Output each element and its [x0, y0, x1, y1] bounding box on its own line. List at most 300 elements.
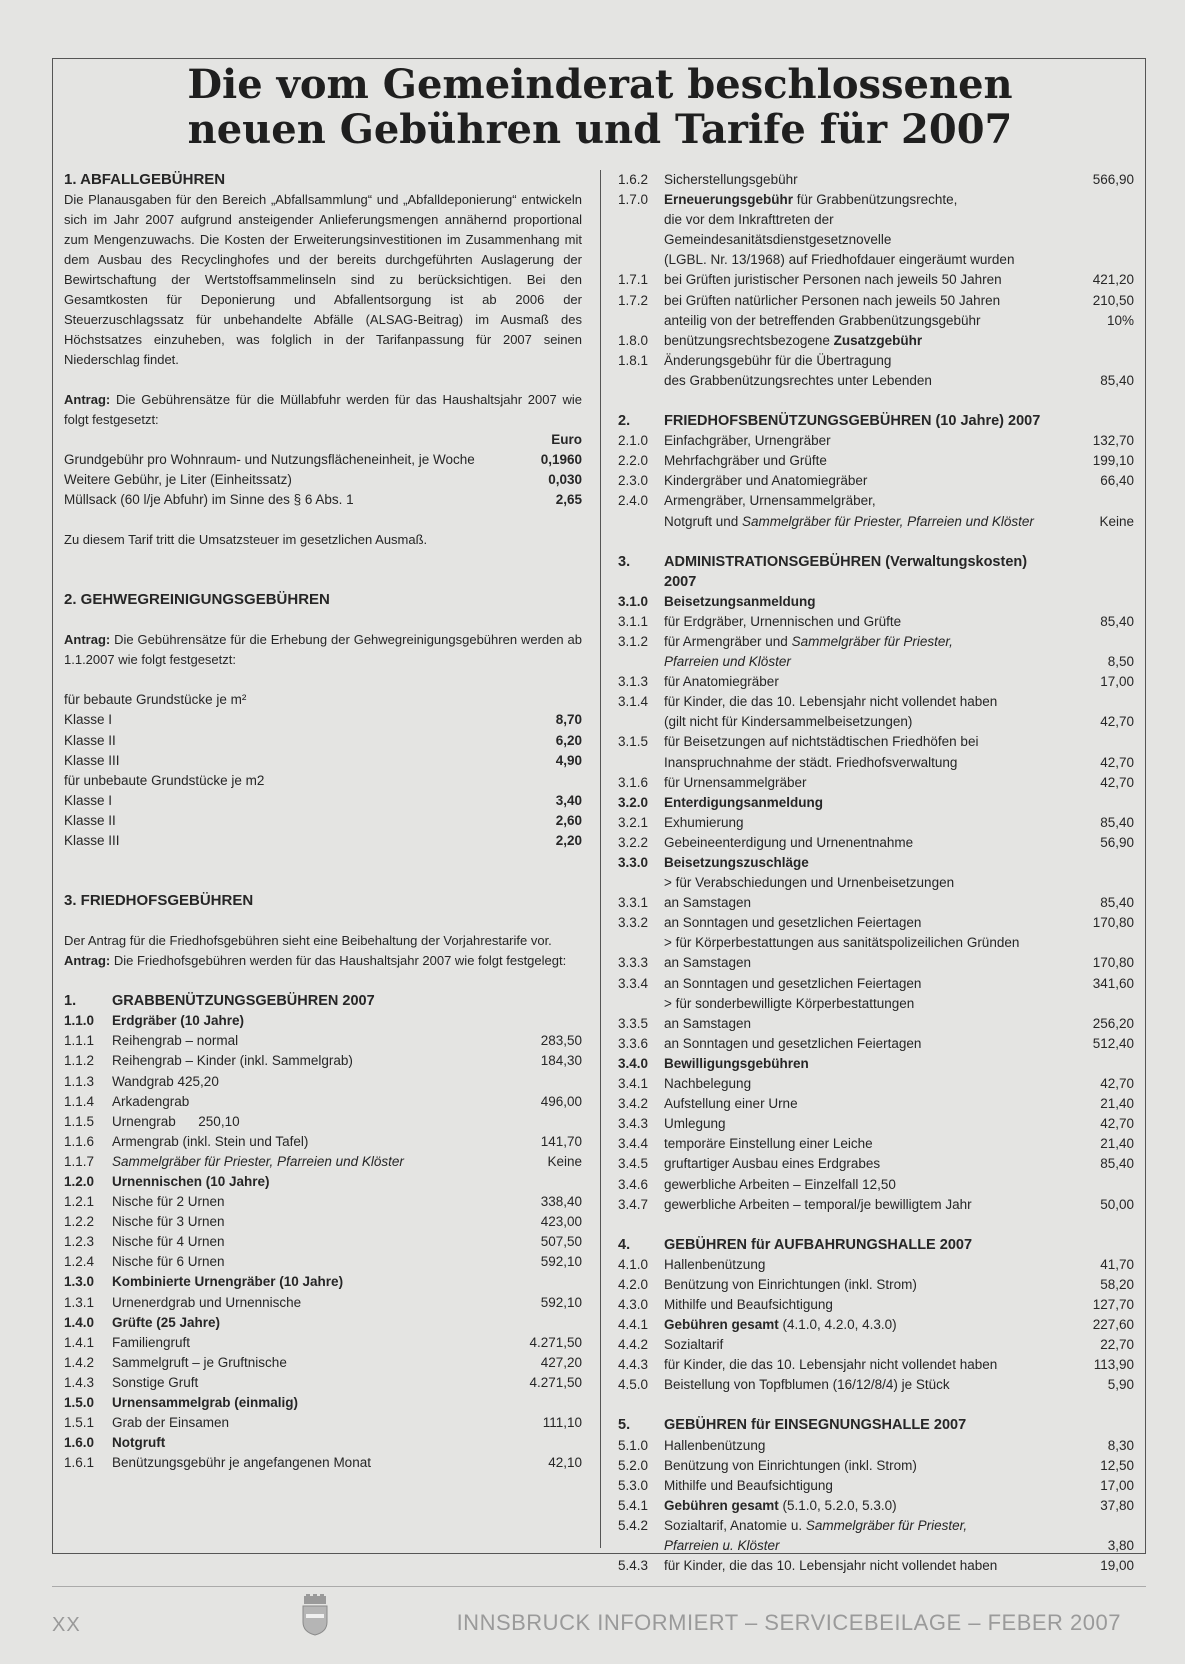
- fee-value: 496,00: [540, 1093, 582, 1109]
- antrag-paragraph: [64, 390, 582, 430]
- fee-label: für Armengräber und Sammelgräber für Priester,: [664, 633, 953, 649]
- fee-label: Notgruft und Sammelgräber für Priester, Pfarreien und Klöster: [664, 513, 1034, 529]
- fee-value: 50,00: [1100, 1196, 1134, 1212]
- footer-divider: [52, 1586, 1146, 1587]
- fee-label: Nische für 2 Urnen: [112, 1194, 225, 1210]
- fee-number: 1.4.3: [64, 1374, 95, 1390]
- fee-number: 5.3.0: [618, 1477, 649, 1493]
- fee-row: [618, 331, 1134, 351]
- fee-row: [618, 1195, 1134, 1215]
- fee-number: 1.1.1: [64, 1033, 95, 1049]
- fee-value: 256,20: [1092, 1015, 1134, 1031]
- fee-value: 17,00: [1100, 1477, 1134, 1493]
- tariff-label: Müllsack (60 l/je Abfuhr) im Sinne des § 6 Abs. 1: [64, 492, 354, 508]
- fee-number: [618, 1536, 664, 1556]
- fee-row: [618, 1175, 1134, 1195]
- fee-value: [496, 1072, 582, 1092]
- fee-number: 4.4.3: [618, 1357, 649, 1373]
- fee-value: 3,80: [1107, 1538, 1134, 1553]
- fee-row: [64, 1433, 582, 1453]
- fee-label: Bewilligungsgebühren: [664, 1055, 809, 1071]
- fee-label: Urnengrab 250,10: [112, 1113, 240, 1129]
- fee-number: 4.: [618, 1236, 631, 1253]
- fee-value: 199,10: [1092, 453, 1134, 469]
- fee-number: 5.1.0: [618, 1437, 649, 1453]
- fee-label: Nische für 3 Urnen: [112, 1214, 225, 1230]
- tariff-value: 3,40: [555, 792, 582, 808]
- fee-number: 1.1.6: [64, 1133, 95, 1149]
- fee-number: 1.5.1: [64, 1415, 95, 1431]
- fee-number: 3.3.0: [618, 855, 649, 870]
- note: Zu diesem Tarif tritt die Umsatzsteuer im gesetzlichen Ausmaß.: [64, 532, 428, 548]
- fee-row: [618, 813, 1134, 833]
- fee-row: [618, 1315, 1134, 1335]
- fee-label: an Sonntagen und gesetzlichen Feiertagen: [664, 975, 922, 991]
- fee-row: [618, 190, 1134, 210]
- fee-value: 10%: [1106, 312, 1134, 328]
- fee-label: Sammelgräber für Priester, Pfarreien und Klöster: [112, 1153, 404, 1169]
- fee-value: [496, 1393, 582, 1413]
- fee-label: Sammelgruft – je Gruftnische: [112, 1354, 287, 1370]
- fee-number: 1.8.0: [618, 332, 649, 348]
- fee-row: [618, 250, 1134, 270]
- fee-label: Nachbelegung: [664, 1076, 752, 1092]
- fee-value: 127,70: [1092, 1296, 1134, 1312]
- fee-row: [618, 1114, 1134, 1134]
- fee-label: gruftartiger Ausbau eines Erdgrabes: [664, 1156, 881, 1172]
- page-title: [60, 62, 1140, 152]
- fee-value: 42,70: [1100, 1076, 1134, 1092]
- fee-value: 111,10: [542, 1415, 582, 1431]
- spacer: [618, 1215, 1134, 1235]
- tariff-value: 8,70: [555, 712, 582, 728]
- section-heading: 1. ABFALLGEBÜHREN: [64, 171, 226, 188]
- fee-label: Armengräber, Urnensammelgräber,: [664, 493, 876, 509]
- euro-header: [64, 430, 582, 450]
- fee-value: [1042, 210, 1134, 250]
- fee-row: [618, 592, 1134, 612]
- fee-row: [618, 1074, 1134, 1094]
- footer-text: INNSBRUCK INFORMIERT – SERVICEBEILAGE – FEBER 2007: [456, 1610, 1121, 1635]
- subheading: [64, 690, 582, 710]
- fee-value: [1042, 692, 1134, 712]
- fee-row: [64, 1393, 582, 1413]
- fee-row: [618, 1154, 1134, 1174]
- tariff-value: 2,20: [555, 833, 582, 849]
- fee-number: 2.1.0: [618, 433, 649, 449]
- fee-number: 3.2.0: [618, 794, 649, 810]
- paragraph: Der Antrag für die Friedhofsgebühren sieht eine Beibehaltung der Vorjahrestarife vor.: [64, 933, 552, 949]
- fee-value: 132,70: [1092, 433, 1134, 449]
- tariff-row: [64, 710, 582, 730]
- fee-label: Familiengruft: [112, 1334, 191, 1350]
- fee-row: [618, 612, 1134, 632]
- fee-row: [618, 471, 1134, 491]
- fee-label: Grab der Einsamen: [112, 1415, 230, 1431]
- tariff-row: [64, 831, 582, 851]
- fee-number: 1.5.0: [64, 1395, 95, 1410]
- subheading: [64, 771, 582, 791]
- fee-number: 1.4.2: [64, 1354, 95, 1370]
- fee-label: Beisetzungsanmeldung: [664, 593, 816, 609]
- fee-value: 338,40: [540, 1194, 582, 1210]
- fee-value: 66,40: [1100, 473, 1134, 489]
- fee-row: [618, 1034, 1134, 1054]
- fee-label: Mithilfe und Beaufsichtigung: [664, 1477, 833, 1493]
- fee-label: benützungsrechtsbezogene Zusatzgebühr: [664, 332, 923, 348]
- fee-value: 5,90: [1107, 1377, 1134, 1393]
- fee-label: Nische für 6 Urnen: [112, 1254, 225, 1270]
- subheading-text: für unbebaute Grundstücke je m2: [64, 772, 265, 788]
- fee-label: Beisetzungszuschläge: [664, 855, 809, 870]
- fee-label: an Sonntagen und gesetzlichen Feiertagen: [664, 1035, 922, 1051]
- tariff-label: Klasse II: [64, 732, 116, 748]
- fee-number: 1.3.1: [64, 1294, 95, 1310]
- fee-number: 1.1.3: [64, 1073, 95, 1089]
- fee-value: 507,50: [540, 1234, 582, 1250]
- fee-number: 3.3.4: [618, 975, 649, 991]
- fee-number: 3.4.1: [618, 1076, 649, 1092]
- fee-number: 4.5.0: [618, 1377, 649, 1393]
- fee-label: für Anatomiegräber: [664, 674, 779, 690]
- fee-row: [64, 1051, 582, 1071]
- fee-value: Keine: [1099, 513, 1134, 529]
- fee-row: [618, 451, 1134, 471]
- fee-label: Nische für 4 Urnen: [112, 1234, 225, 1250]
- fee-number: [618, 994, 664, 1014]
- fee-number: 1.3.0: [64, 1274, 95, 1290]
- fee-label: Exhumierung: [664, 814, 744, 830]
- fee-value: 85,40: [1100, 372, 1134, 388]
- fee-number: [618, 250, 664, 270]
- fee-value: [1042, 732, 1134, 752]
- fee-label: Armengrab (inkl. Stein und Tafel): [112, 1133, 309, 1149]
- fee-label: ADMINISTRATIONSGEBÜHREN (Verwaltungskosten) 2007: [664, 553, 1028, 590]
- fee-number: 3.2.1: [618, 814, 649, 830]
- fee-value: [1042, 351, 1134, 371]
- fee-value: 21,40: [1100, 1136, 1134, 1152]
- fee-number: 1.1.7: [64, 1153, 95, 1169]
- fee-label: > für Körperbestattungen aus sanitätspolizeilichen Gründen: [664, 935, 1020, 951]
- tariff-label: Klasse I: [64, 792, 113, 808]
- fee-label: Hallenbenützung: [664, 1437, 766, 1453]
- fee-number: 1.4.1: [64, 1334, 95, 1350]
- fee-number: 3.4.2: [618, 1096, 649, 1112]
- fee-row: [618, 1295, 1134, 1315]
- fee-label: GEBÜHREN für AUFBAHRUNGSHALLE 2007: [664, 1236, 973, 1253]
- fee-number: 5.4.3: [618, 1558, 649, 1574]
- fee-row: [618, 431, 1134, 451]
- fee-row: [64, 1031, 582, 1051]
- fee-number: 3.1.4: [618, 694, 649, 710]
- fee-label: des Grabbenützungsrechtes unter Lebenden: [664, 372, 932, 388]
- fee-value: 21,40: [1100, 1096, 1134, 1112]
- tariff-row: [64, 811, 582, 831]
- fee-number: [618, 712, 664, 732]
- tariff-value: 6,20: [555, 732, 582, 748]
- fee-number: 3.2.2: [618, 834, 649, 850]
- fee-label: Kombinierte Urnengräber (10 Jahre): [112, 1274, 344, 1290]
- fee-value: 42,70: [1100, 774, 1134, 790]
- fee-label: Benützung von Einrichtungen (inkl. Strom): [664, 1276, 917, 1292]
- fee-label: Mithilfe und Beaufsichtigung: [664, 1296, 833, 1312]
- antrag-label: Antrag:: [64, 632, 111, 648]
- fee-number: 1.2.4: [64, 1254, 95, 1270]
- fee-label: Urnensammelgrab (einmalig): [112, 1395, 299, 1410]
- tariff-label: Klasse I: [64, 712, 113, 728]
- fee-value: [1042, 1175, 1134, 1195]
- fee-number: [618, 873, 664, 893]
- fee-number: 4.3.0: [618, 1296, 649, 1312]
- fee-value: 113,90: [1093, 1357, 1134, 1373]
- fee-row: [618, 1436, 1134, 1456]
- fee-row: [618, 974, 1134, 994]
- fee-number: 4.1.0: [618, 1256, 649, 1272]
- fee-label: GEBÜHREN für EINSEGNUNGSHALLE 2007: [664, 1417, 967, 1434]
- fee-label: (gilt nicht für Kindersammelbeisetzungen): [664, 714, 913, 730]
- fee-value: 42,70: [1100, 714, 1134, 730]
- fee-row: [618, 753, 1134, 773]
- fee-row: [618, 1476, 1134, 1496]
- fee-number: 5.: [618, 1417, 631, 1434]
- fee-value: [1042, 873, 1134, 893]
- tariff-row: [64, 751, 582, 771]
- fee-value: [1042, 190, 1134, 210]
- fee-label: Benützungsgebühr je angefangenen Monat: [112, 1455, 371, 1471]
- city-crest-icon: [300, 1594, 330, 1636]
- fee-number: 3.3.2: [618, 915, 649, 931]
- fee-label: Reihengrab – normal: [112, 1033, 239, 1049]
- fee-value: 210,50: [1092, 292, 1134, 308]
- fee-row: [618, 712, 1134, 732]
- fee-number: 1.7.0: [618, 192, 649, 208]
- fee-value: 85,40: [1100, 1156, 1134, 1172]
- fee-number: [618, 933, 664, 953]
- section-heading: 2. GEHWEGREINIGUNGSGEBÜHREN: [64, 591, 330, 609]
- fee-number: 1.6.1: [64, 1455, 95, 1471]
- fee-row: [618, 1335, 1134, 1355]
- fee-value: 423,00: [540, 1214, 582, 1230]
- tariff-label: Weitere Gebühr, je Liter (Einheitssatz): [64, 472, 292, 488]
- fee-label: Pfarreien und Klöster: [664, 654, 791, 670]
- subheading-text: für bebaute Grundstücke je m²: [64, 692, 247, 708]
- fee-label: Pfarreien u. Klöster: [664, 1538, 780, 1553]
- fee-value: [496, 991, 582, 1011]
- fee-row: [618, 210, 1134, 250]
- fee-value: 85,40: [1100, 814, 1134, 830]
- fee-label: Gebühren gesamt (5.1.0, 5.2.0, 5.3.0): [664, 1497, 897, 1513]
- fee-label: Sozialtarif, Anatomie u. Sammelgräber für Priester,: [664, 1517, 968, 1533]
- section-heading-row: [618, 411, 1134, 431]
- left-column: [64, 170, 582, 1473]
- fee-number: 2.2.0: [618, 453, 649, 469]
- tariff-value: 2,60: [555, 812, 582, 828]
- fee-value: [496, 1112, 582, 1132]
- section-heading-row: [618, 552, 1134, 592]
- tariff-value: 2,65: [555, 492, 582, 508]
- antrag-text: Die Gebührensätze für die Erhebung der Gehwegreinigungsgebühren werden ab 1.1.2007 wie folgt festgesetzt:: [64, 632, 582, 668]
- fee-number: 3.1.3: [618, 674, 649, 690]
- fee-value: 4.271,50: [529, 1334, 582, 1350]
- fee-number: 3.4.4: [618, 1136, 649, 1152]
- fee-row: [64, 1132, 582, 1152]
- fee-value: 17,00: [1100, 674, 1134, 690]
- fee-row: [618, 692, 1134, 712]
- fee-label: Notgruft: [112, 1435, 166, 1451]
- fee-value: 42,70: [1100, 754, 1134, 770]
- fee-label: für Erdgräber, Urnennischen und Grüfte: [664, 613, 902, 629]
- fee-label: Gebühren gesamt (4.1.0, 4.2.0, 4.3.0): [664, 1317, 897, 1333]
- fee-row: [64, 1272, 582, 1292]
- fee-label: Sonstige Gruft: [112, 1374, 199, 1390]
- fee-value: [496, 1433, 582, 1453]
- fee-label: die vor dem Inkrafttreten der Gemeindesanitätsdienstgesetznovelle: [664, 212, 892, 248]
- fee-value: 8,50: [1107, 654, 1134, 670]
- fee-value: [496, 1172, 582, 1192]
- fee-number: [618, 210, 664, 250]
- fee-number: 1.2.1: [64, 1194, 95, 1210]
- euro-label: Euro: [551, 432, 582, 447]
- fee-row: [64, 1072, 582, 1092]
- fee-value: 283,50: [540, 1033, 582, 1049]
- tariff-row: [64, 490, 582, 510]
- fee-number: 1.1.0: [64, 1013, 95, 1029]
- fee-label: Erdgräber (10 Jahre): [112, 1013, 245, 1029]
- fee-number: 5.4.1: [618, 1497, 649, 1513]
- fee-label: temporäre Einstellung einer Leiche: [664, 1136, 873, 1152]
- fee-value: [1042, 250, 1134, 270]
- fee-label: Erneuerungsgebühr für Grabbenützungsrechte,: [664, 192, 958, 208]
- fee-value: 56,90: [1100, 834, 1134, 850]
- fee-label: an Samstagen: [664, 895, 752, 911]
- fee-value: 592,10: [540, 1294, 582, 1310]
- fee-value: [496, 1272, 582, 1292]
- fee-row: [618, 351, 1134, 371]
- fee-number: 3.3.3: [618, 955, 649, 971]
- section-heading-row: [618, 1235, 1134, 1255]
- fee-value: 58,20: [1100, 1276, 1134, 1292]
- fee-value: [496, 1011, 582, 1031]
- fee-label: für Beisetzungen auf nichtstädtischen Friedhöfen bei: [664, 734, 979, 750]
- fee-number: 3.1.1: [618, 613, 649, 629]
- antrag-paragraph: [64, 951, 582, 971]
- fee-row: [618, 994, 1134, 1014]
- section-heading-row: [64, 991, 582, 1011]
- fee-number: 1.6.2: [618, 172, 649, 187]
- fee-row: [64, 1313, 582, 1333]
- tariff-value: 0,1960: [540, 452, 582, 468]
- column-divider: [600, 170, 601, 1548]
- fee-label: für Urnensammelgräber: [664, 774, 807, 790]
- fee-label: Aufstellung einer Urne: [664, 1096, 798, 1112]
- fee-label: > für sonderbewilligte Körperbestattungen: [664, 995, 915, 1011]
- fee-row: [618, 913, 1134, 933]
- fee-number: 5.2.0: [618, 1457, 649, 1473]
- fee-row: [618, 270, 1134, 290]
- tariff-label: Klasse III: [64, 752, 120, 768]
- fee-number: 4.2.0: [618, 1276, 649, 1292]
- fee-row: [618, 311, 1134, 331]
- fee-row: [618, 1094, 1134, 1114]
- fee-row: [64, 1112, 582, 1132]
- fee-number: 3.1.6: [618, 774, 649, 790]
- fee-row: [618, 672, 1134, 692]
- paragraph: Die Planausgaben für den Bereich „Abfallsammlung“ und „Abfalldeponierung“ entwickeln sich im Jahr 2007 aufgrund ansteigender Anlieferungsmengen annähernd proportional zum Mengenzuwachs. Die Kosten der Erweiterungsinvestitionen im Zusammenhang mit dem Ausbau des Recyclinghofes und der bereits durchgeführten Auslagerung der Bewirtschaftung der Wertstoffsammelinseln sind zu berücksichtigen. Bei den Gesamtkosten für Deponierung und Abfallentsorgung ist ab 2006 der Steuerzuschlagssatz für unbehandelte Abfälle (ALSAG-Beitrag) im Ausmaß des Höchstsatzes einzuheben, was folglich in der Tarifanpassung für 2007 seinen Niederschlag findet.: [64, 192, 582, 367]
- fee-row: [64, 1353, 582, 1373]
- fee-number: 2.3.0: [618, 473, 649, 489]
- fee-label: Reihengrab – Kinder (inkl. Sammelgrab): [112, 1053, 353, 1069]
- fee-number: 4.4.2: [618, 1337, 649, 1353]
- fee-number: 3.1.0: [618, 593, 649, 609]
- fee-row: [64, 1252, 582, 1272]
- fee-row: [618, 1536, 1134, 1556]
- fee-row: [618, 873, 1134, 893]
- fee-label: Enterdigungsanmeldung: [664, 794, 824, 810]
- fee-value: 227,60: [1092, 1317, 1134, 1333]
- fee-value: 592,10: [540, 1254, 582, 1270]
- right-column: [618, 170, 1134, 1576]
- fee-label: > für Verabschiedungen und Urnenbeisetzungen: [664, 875, 955, 891]
- fee-row: [64, 1413, 582, 1433]
- fee-number: 3.3.1: [618, 895, 649, 911]
- fee-number: 3.4.3: [618, 1116, 649, 1132]
- fee-row: [618, 833, 1134, 853]
- antrag-text: Die Friedhofsgebühren werden für das Haushaltsjahr 2007 wie folgt festgelegt:: [110, 953, 567, 969]
- fee-number: 1.2.0: [64, 1173, 95, 1189]
- fee-row: [618, 291, 1134, 311]
- fee-value: 22,70: [1100, 1337, 1134, 1353]
- fee-value: 37,80: [1100, 1497, 1134, 1513]
- section-heading: 3. FRIEDHOFSGEBÜHREN: [64, 892, 254, 910]
- spacer: [618, 391, 1134, 411]
- fee-label: Urnennischen (10 Jahre): [112, 1173, 270, 1189]
- fee-label: Umlegung: [664, 1116, 726, 1132]
- fee-row: [64, 1192, 582, 1212]
- fee-row: [618, 170, 1134, 190]
- fee-value: [1042, 331, 1134, 351]
- fee-number: 2.: [618, 413, 631, 430]
- fee-row: [618, 1255, 1134, 1275]
- fee-number: [618, 371, 664, 391]
- fee-row: [618, 1556, 1134, 1576]
- fee-row: [64, 1011, 582, 1031]
- fee-number: [618, 311, 664, 331]
- fee-number: 1.6.0: [64, 1435, 95, 1451]
- tariff-label: Grundgebühr pro Wohnraum- und Nutzungsflächeneinheit, je Woche: [64, 452, 475, 468]
- fee-label: gewerbliche Arbeiten – Einzelfall 12,50: [664, 1176, 896, 1192]
- tariff-label: Klasse III: [64, 833, 120, 849]
- antrag-text: Die Gebührensätze für die Müllabfuhr werden für das Haushaltsjahr 2007 wie folgt festgesetzt:: [64, 392, 582, 427]
- fee-label: Urnenerdgrab und Urnennische: [112, 1294, 302, 1310]
- fee-row: [618, 512, 1134, 532]
- fee-value: 512,40: [1092, 1035, 1134, 1051]
- page-number: XX: [52, 1614, 81, 1636]
- fee-row: [64, 1373, 582, 1393]
- tariff-row: [64, 731, 582, 751]
- fee-label: für Kinder, die das 10. Lebensjahr nicht vollendet haben: [664, 1357, 998, 1373]
- fee-value: [1042, 552, 1134, 592]
- fee-row: [618, 371, 1134, 391]
- tariff-row: [64, 450, 582, 470]
- fee-row: [64, 1293, 582, 1313]
- fee-label: Gebeineenterdigung und Urnenentnahme: [664, 834, 914, 850]
- spacer: [618, 532, 1134, 552]
- fee-label: Grüfte (25 Jahre): [112, 1314, 221, 1330]
- fee-value: [1042, 491, 1134, 511]
- fee-number: 4.4.1: [618, 1317, 649, 1333]
- fee-value: 12,50: [1100, 1457, 1134, 1473]
- fee-row: [618, 732, 1134, 752]
